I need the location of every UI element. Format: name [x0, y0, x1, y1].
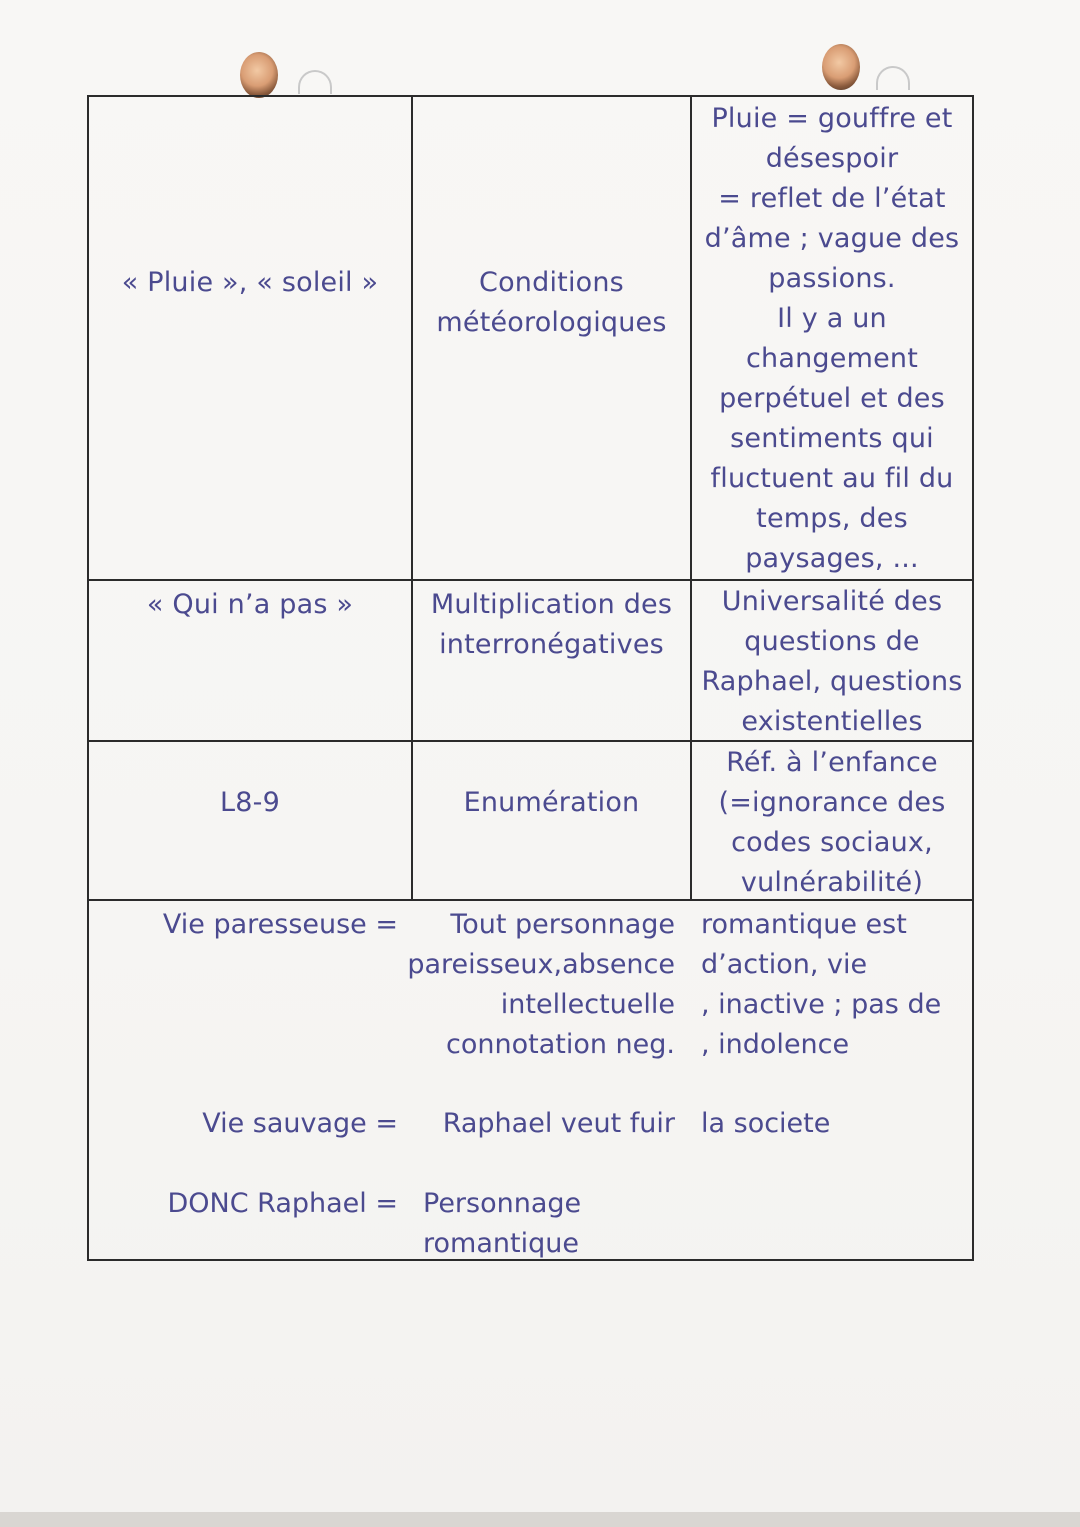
row3-interp-line1: Réf. à l’enfance	[726, 747, 938, 778]
summary3-right	[423, 1184, 683, 1264]
summary3-label: DONC Raphael =	[167, 1188, 398, 1219]
row2-procede-line1: Multiplication des	[430, 589, 673, 620]
row3-interp-line3: codes sociaux,	[731, 827, 933, 858]
row2-interp-line1: Universalité des	[721, 586, 943, 617]
row-divider-1	[87, 579, 974, 581]
row1-interp-line8: perpétuel et des	[719, 383, 945, 414]
row2-interpretation	[692, 582, 972, 742]
row3-quote	[89, 783, 411, 823]
summary2-right: la societe	[701, 1108, 831, 1139]
binder-ring-left-icon	[240, 52, 278, 98]
row1-interp-line5: passions.	[768, 263, 896, 294]
summary1-label: Vie paresseuse =	[162, 909, 398, 940]
row1-interp-line3: = reflet de l’état	[718, 183, 946, 214]
row3-interpretation	[692, 743, 972, 903]
row2-interp-line4: existentielles	[741, 706, 923, 737]
summary2-middle: Raphael veut fuir	[442, 1108, 675, 1139]
row1-procede-line2: météorologiques	[436, 307, 667, 338]
row1-quote-text: « Pluie », « soleil »	[121, 267, 379, 298]
row3-interp-line2: (=ignorance des	[718, 787, 946, 818]
row2-interp-line2: questions de	[744, 626, 920, 657]
summary1-middle-line2: pareisseux,absence	[407, 949, 675, 980]
row1-quote	[89, 263, 411, 303]
row3-procede-line1: Enumération	[463, 787, 640, 818]
summary1-right-line1: romantique est	[701, 909, 907, 940]
row1-interp-line12: paysages, ...	[745, 543, 919, 574]
summary1-right-line3: , inactive ; pas de	[701, 989, 942, 1020]
row2-procede	[413, 585, 690, 665]
summary2-label: Vie sauvage =	[202, 1108, 398, 1139]
row1-interpretation	[692, 99, 972, 579]
row1-interp-line6: Il y a un	[777, 303, 887, 334]
row2-quote-text: « Qui n’a pas »	[146, 589, 354, 620]
summary3-right-line2: romantique	[423, 1228, 579, 1259]
row1-procede	[413, 263, 690, 343]
summary1-right	[701, 905, 961, 1065]
row3-quote-text: L8-9	[220, 787, 280, 818]
summary1-middle-line1: Tout personnage	[450, 909, 675, 940]
row1-procede-line1: Conditions	[479, 267, 624, 298]
column-divider-1	[411, 95, 413, 901]
summary3-right-line1: Personnage	[423, 1188, 582, 1219]
row1-interp-line1: Pluie = gouffre et	[711, 103, 953, 134]
summary1-right-line2: d’action, vie	[701, 949, 868, 980]
row1-interp-line4: d’âme ; vague des	[704, 223, 960, 254]
summary1-middle-line3: intellectuelle	[500, 989, 675, 1020]
summary1-middle	[400, 905, 675, 1065]
row1-interp-line11: temps, des	[756, 503, 908, 534]
summary1-middle-line4: connotation neg.	[446, 1029, 675, 1060]
row3-interp-line4: vulnérabilité)	[740, 867, 924, 898]
row2-interp-line3: Raphael, questions	[701, 666, 963, 697]
row1-interp-line7: changement	[746, 343, 918, 374]
summary1-right-line4: , indolence	[701, 1029, 850, 1060]
row1-interp-line9: sentiments qui	[730, 423, 934, 454]
row1-interp-line2: désespoir	[765, 143, 899, 174]
paper-edge	[0, 1512, 1080, 1527]
binder-ring-right-icon	[822, 44, 860, 90]
row1-interp-line10: fluctuent au fil du	[710, 463, 954, 494]
row2-procede-line2: interronégatives	[439, 629, 664, 660]
row2-quote	[89, 585, 411, 625]
row3-procede	[413, 783, 690, 823]
